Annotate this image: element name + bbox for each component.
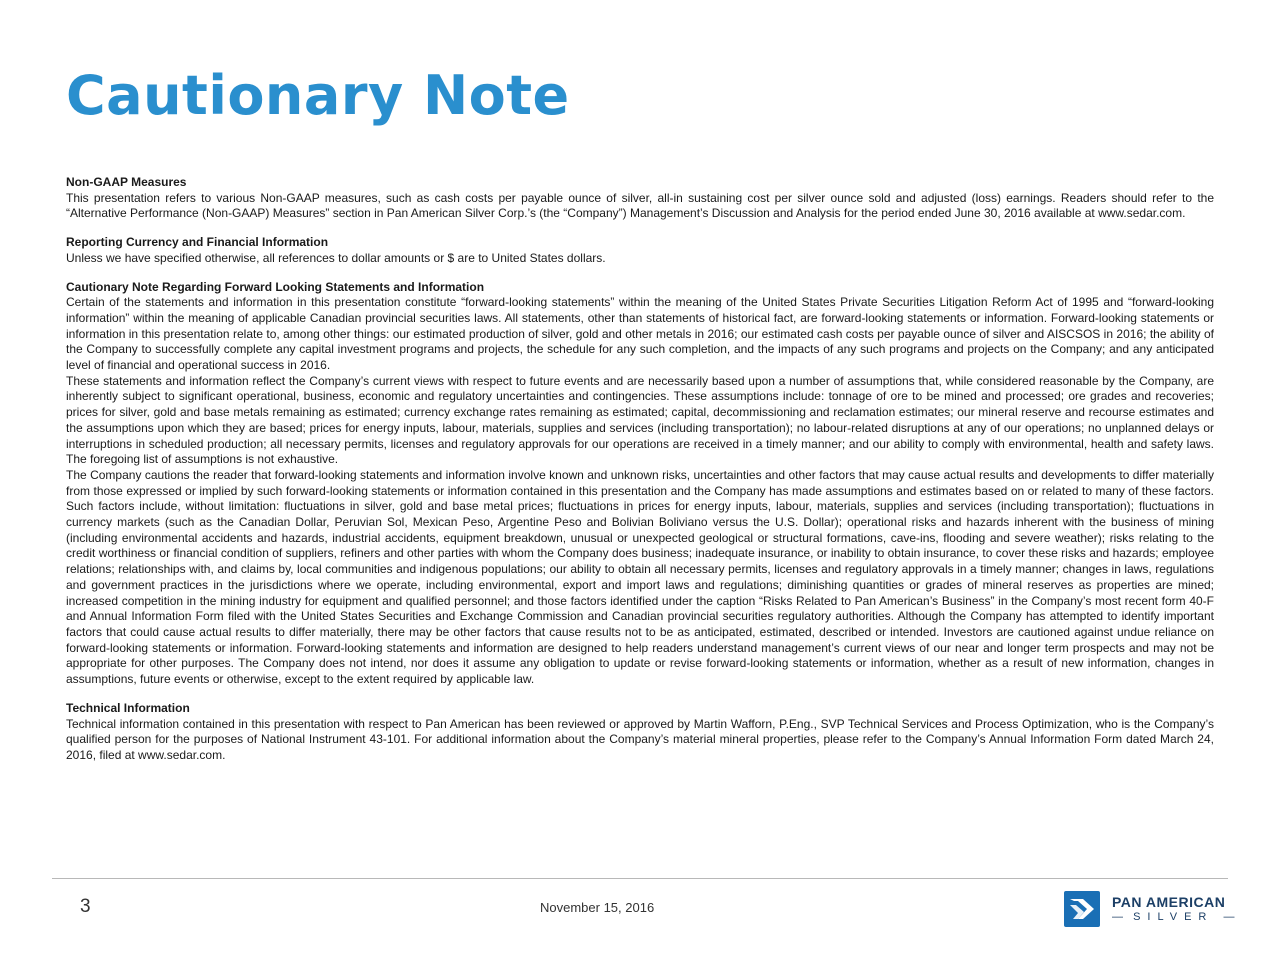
- logo-silver-text: SILVER: [1133, 911, 1214, 923]
- section-heading: Non-GAAP Measures: [66, 175, 187, 189]
- section-paragraph: Technical information contained in this presentation with respect to Pan American has been reviewed or approved by Martin Wafforn, P.Eng., SVP Technical Services and Process Optimization, who is the Company’s qualified person for the purposes of National Instrument 43-101. For additional information about the Company’s material mineral properties, please refer to the Company’s Annual Information Form dated March 24, 2016, filed at www.sedar.com.: [66, 716, 1214, 762]
- logo-text-line1: PAN AMERICAN: [1112, 894, 1226, 910]
- logo-mark-icon: [1064, 891, 1100, 927]
- footer-divider: [52, 878, 1228, 879]
- logo-text-line2: [1112, 911, 1234, 923]
- pan-american-silver-logo: [1064, 891, 1234, 931]
- section-paragraph: This presentation refers to various Non-GAAP measures, such as cash costs per payable ounce of silver, all-in sustaining cost per silver ounce sold and adjusted (loss) earnings. Readers should refer to the “Alternative Performance (Non-GAAP) Measures” section in Pan American Silver Corp.’s (the “Company”) Management’s Discussion and Analysis for the period ended June 30, 2016 available at www.sedar.com.: [66, 190, 1214, 221]
- section-paragraph: The Company cautions the reader that forward-looking statements and information involve known and unknown risks, uncertainties and other factors that may cause actual results and developments to differ materially from those expressed or implied by such forward-looking statements or information contained in this presentation and the Company has made assumptions and estimates based on or related to many of these factors. Such factors include, without limitation: fluctuations in silver, gold and base metal prices; fluctuations in prices for energy inputs, labour, materials, supplies and services (including transportation); fluctuations in currency markets (such as the Canadian Dollar, Peruvian Sol, Mexican Peso, Argentine Peso and Bolivian Boliviano versus the U.S. Dollar); operational risks and hazards inherent with the business of mining (including environmental accidents and hazards, industrial accidents, equipment breakdown, unusual or unexpected geological or structural formations, cave-ins, flooding and severe weather); risks relating to the credit worthiness or financial condition of suppliers, refiners and other parties with whom the Company does business; inadequate insurance, or inability to obtain insurance, to cover these risks and hazards; employee relations; relationships with, and claims by, local communities and indigenous populations; our ability to obtain all necessary permits, licenses and regulatory approvals in a timely manner; changes in laws, regulations and government practices in the jurisdictions where we operate, including environmental, export and import laws and regulations; diminishing quantities or grades of mineral reserves as properties are mined; increased competition in the mining industry for equipment and qualified personnel; and those factors identified under the caption “Risks Related to Pan American’s Business” in the Company’s most recent form 40-F and Annual Information Form filed with the United States Securities and Exchange Commission and Canadian provincial securities regulatory authorities. Although the Company has attempted to identify important factors that could cause actual results to differ materially, there may be other factors that cause results not to be as anticipated, estimated, described or intended. Investors are cautioned against undue reliance on forward-looking statements or information. Forward-looking statements and information are designed to help readers understand management’s current views of our near and longer term prospects and may not be appropriate for other purposes. The Company does not intend, nor does it assume any obligation to update or revise forward-looking statements or information, whether as a result of new information, changes in assumptions, future events or otherwise, except to the extent required by applicable law.: [66, 467, 1214, 687]
- section-forward-looking: [66, 280, 1214, 688]
- section-heading: Cautionary Note Regarding Forward Looking Statements and Information: [66, 279, 485, 294]
- footer-date: November 15, 2016: [540, 900, 655, 915]
- section-paragraph: Unless we have specified otherwise, all references to dollar amounts or $ are to United States dollars.: [66, 250, 606, 265]
- content-body: [66, 175, 1214, 777]
- page-title: Cautionary Note: [66, 64, 570, 127]
- logo-dash-left: —: [1112, 911, 1123, 923]
- logo-dash-right: —: [1223, 911, 1235, 923]
- section-reporting-currency: [66, 235, 1214, 266]
- section-technical-information: [66, 701, 1214, 764]
- section-heading: Technical Information: [66, 700, 190, 715]
- section-paragraph: These statements and information reflect the Company’s current views with respect to future events and are necessarily based upon a number of assumptions that, while considered reasonable by the Company, are inherently subject to significant operational, business, economic and regulatory uncertainties and contingencies. These assumptions include: tonnage of ore to be mined and processed; ore grades and recoveries; prices for silver, gold and base metals remaining as estimated; currency exchange rates remaining as estimated; capital, decommissioning and reclamation estimates; our mineral reserve and recourse estimates and the assumptions upon which they are based; prices for energy inputs, labour, materials, supplies and services (including transportation); no labour-related disruptions at any of our operations; no unplanned delays or interruptions in scheduled production; all necessary permits, licenses and regulatory approvals for our operations are received in a timely manner; and our ability to comply with environmental, health and safety laws. The foregoing list of assumptions is not exhaustive.: [66, 373, 1214, 467]
- section-paragraph: Certain of the statements and information in this presentation constitute “forward-looking statements” within the meaning of the United States Private Securities Litigation Reform Act of 1995 and “forward-looking information” within the meaning of applicable Canadian provincial securities laws. All statements, other than statements of historical fact, are forward-looking statements or information. Forward-looking statements or information in this presentation relate to, among other things: our estimated production of silver, gold and other metals in 2016; our estimated cash costs per payable ounce of silver and AISCSOS in 2016; the ability of the Company to successfully complete any capital investment programs and projects, the schedule for any such completion, and the impacts of any such programs and projects on the Company; and any anticipated level of financial and operational success in 2016.: [66, 295, 1214, 373]
- section-non-gaap: [66, 175, 1214, 222]
- section-heading: Reporting Currency and Financial Information: [66, 235, 329, 250]
- page-number: 3: [80, 896, 91, 917]
